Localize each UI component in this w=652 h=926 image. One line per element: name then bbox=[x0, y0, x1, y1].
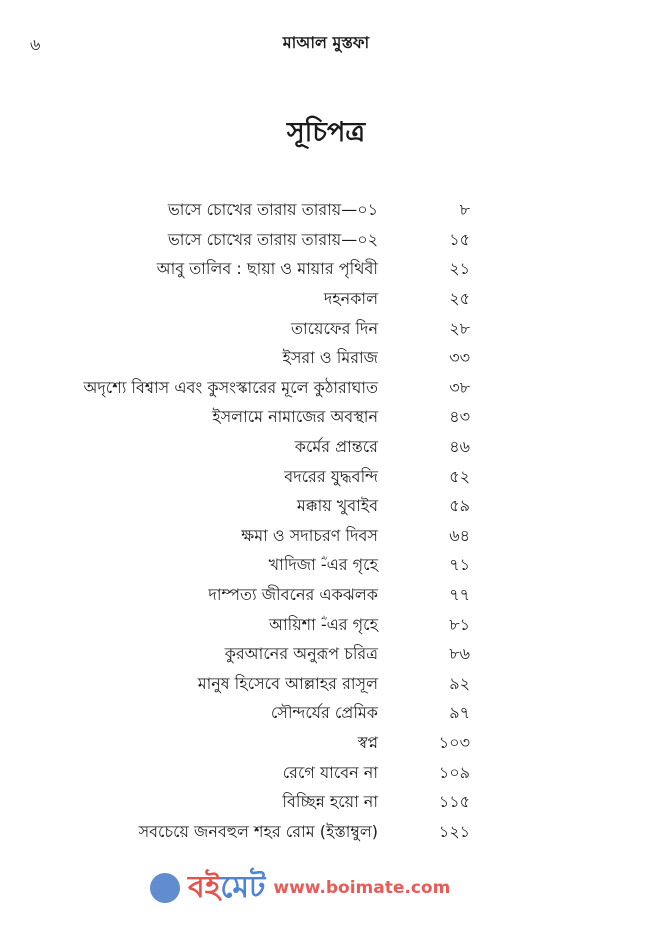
toc-entry bbox=[60, 758, 480, 788]
toc-entry-page: ১৫ bbox=[449, 229, 470, 249]
toc-entry-title: সবচেয়ে জনবহুল শহর রোম (ইস্তাম্বুল) bbox=[138, 821, 378, 841]
watermark-logo bbox=[188, 870, 266, 905]
toc-entry bbox=[60, 374, 480, 404]
toc-entry-page: ৭৭ bbox=[449, 585, 470, 605]
toc-entry-title: আয়িশা ؓ-এর গৃহে bbox=[268, 614, 378, 634]
logo-part-1: বই bbox=[188, 870, 221, 905]
toc-entry bbox=[60, 344, 480, 374]
toc-title: সূচিপত্র bbox=[286, 117, 366, 148]
toc-entry bbox=[60, 255, 480, 285]
toc-entry-page: ৫৯ bbox=[449, 496, 470, 516]
toc-entry-page: ২৮ bbox=[449, 318, 470, 338]
toc-entry bbox=[60, 610, 480, 640]
toc-entry-title: ভাসে চোখের তারায় তারায়—০১ bbox=[167, 200, 378, 220]
toc-entry bbox=[60, 285, 480, 315]
toc-entry-title: কুরআনের অনুরূপ চরিত্র bbox=[224, 644, 378, 664]
toc-entry-title: মক্কায় খুবাইব bbox=[296, 496, 378, 516]
toc-entry bbox=[60, 522, 480, 552]
toc-entry-title: স্বপ্ন bbox=[357, 732, 378, 752]
toc-entry bbox=[60, 403, 480, 433]
toc-entry bbox=[60, 314, 480, 344]
toc-entry bbox=[60, 492, 480, 522]
running-title: মাআল মুস্তফা bbox=[282, 33, 370, 52]
toc-entry bbox=[60, 729, 480, 759]
watermark-url: www.boimate.com bbox=[273, 878, 451, 898]
toc-entry bbox=[60, 433, 480, 463]
toc-entry-title: বদরের যুদ্ধবন্দি bbox=[284, 466, 378, 486]
toc-entry-page: ৮১ bbox=[449, 614, 470, 634]
toc-entry-page: ১০৯ bbox=[438, 762, 470, 782]
logo-part-2: মেট bbox=[220, 870, 266, 905]
toc-entry bbox=[60, 699, 480, 729]
toc-entry bbox=[60, 196, 480, 226]
toc-entry-title: ইসরা ও মিরাজ bbox=[282, 348, 378, 368]
toc-list bbox=[60, 196, 480, 847]
toc-entry bbox=[60, 551, 480, 581]
page-number: ৬ bbox=[30, 35, 41, 54]
toc-entry-page: ৭১ bbox=[449, 555, 470, 575]
toc-entry bbox=[60, 788, 480, 818]
toc-entry bbox=[60, 462, 480, 492]
toc-entry bbox=[60, 581, 480, 611]
toc-entry-page: ১১৫ bbox=[438, 792, 470, 812]
toc-entry bbox=[60, 817, 480, 847]
toc-entry-page: ৪৩ bbox=[449, 407, 470, 427]
toc-entry-page: ১২১ bbox=[438, 821, 470, 841]
toc-entry-title: রেগে যাবেন না bbox=[282, 762, 378, 782]
toc-entry-page: ৪৬ bbox=[449, 437, 470, 457]
toc-entry-title: দাম্পত্য জীবনের একঝলক bbox=[208, 585, 378, 605]
toc-entry-title: তায়েফের দিন bbox=[290, 318, 378, 338]
toc-entry-title: বিচ্ছিন্ন হয়ো না bbox=[282, 792, 378, 812]
toc-entry-page: ১০৩ bbox=[438, 732, 470, 752]
toc-entry-title: অদৃশ্যে বিশ্বাস এবং কুসংস্কারের মূলে কুঠারাঘাত bbox=[83, 377, 378, 397]
toc-entry-page: ৯৭ bbox=[449, 703, 470, 723]
watermark bbox=[150, 866, 450, 910]
toc-entry bbox=[60, 226, 480, 256]
toc-entry-page: ৩৮ bbox=[449, 377, 470, 397]
toc-entry-page: ২৫ bbox=[449, 289, 470, 309]
toc-entry-title: সৌন্দর্যের প্রেমিক bbox=[270, 703, 378, 723]
toc-entry-page: ৯২ bbox=[449, 673, 470, 693]
toc-entry-page: ৮৬ bbox=[449, 644, 470, 664]
paperclip-icon bbox=[150, 873, 180, 903]
toc-entry-page: ৬৪ bbox=[449, 525, 470, 545]
toc-entry bbox=[60, 640, 480, 670]
toc-entry-title: ইসলামে নামাজের অবস্থান bbox=[212, 407, 378, 427]
toc-entry-page: ৫২ bbox=[449, 466, 470, 486]
toc-entry-page: ২১ bbox=[449, 259, 470, 279]
toc-entry-title: মানুষ হিসেবে আল্লাহর রাসূল bbox=[197, 673, 378, 693]
toc-entry-title: আবু তালিব : ছায়া ও মায়ার পৃথিবী bbox=[156, 259, 378, 279]
toc-entry bbox=[60, 670, 480, 700]
toc-entry-title: ক্ষমা ও সদাচরণ দিবস bbox=[241, 525, 378, 545]
toc-entry-title: খাদিজা ؓ-এর গৃহে bbox=[268, 555, 378, 575]
toc-entry-page: ৩৩ bbox=[449, 348, 470, 368]
toc-entry-title: ভাসে চোখের তারায় তারায়—০২ bbox=[167, 229, 378, 249]
toc-entry-title: কর্মের প্রান্তরে bbox=[294, 437, 378, 457]
toc-entry-page: ৮ bbox=[459, 200, 470, 220]
toc-entry-title: দহনকাল bbox=[323, 289, 378, 309]
